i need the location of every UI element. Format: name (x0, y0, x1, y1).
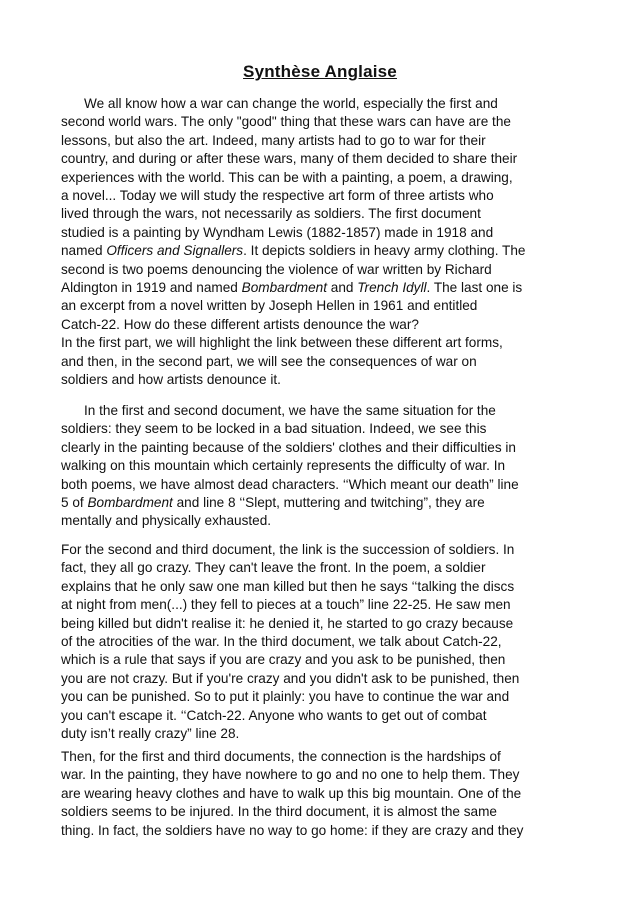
text-segment: lessons, but also the art. Indeed, many artists had to go to war for their (61, 132, 486, 148)
text-line (61, 512, 579, 530)
text-line (61, 224, 579, 242)
text-segment: soldiers seems to be injured. In the third document, it is almost the same (61, 804, 497, 820)
text-segment: are wearing heavy clothes and have to walk up this big mountain. One of the (61, 785, 522, 801)
text-line (61, 688, 579, 706)
text-line (61, 242, 579, 260)
text-line (61, 439, 579, 457)
text-segment: war. In the painting, they have nowhere to go and no one to help them. They (61, 767, 520, 783)
text-segment: country, and during or after these wars, many of them decided to share their (61, 151, 518, 167)
text-line (61, 297, 579, 315)
text-segment: clearly in the painting because of the soldiers' clothes and their difficulties in (61, 439, 516, 455)
text-segment: For the second and third document, the link is the succession of soldiers. In (61, 542, 515, 557)
text-line (61, 316, 579, 334)
text-line (61, 596, 579, 614)
text-segment: at night from men(...) they fell to pieces at a touch” line 22-25. He saw men (61, 597, 511, 613)
text-line (61, 353, 579, 371)
text-segment: . It depicts soldiers in heavy army clothing. The (243, 243, 526, 259)
text-segment: and then, in the second part, we will see the consequences of war on (61, 353, 477, 369)
paragraph-second-third-document (61, 541, 579, 743)
work-title: Officers and Signallers (106, 243, 244, 259)
text-segment: soldiers and how artists denounce it. (61, 372, 281, 388)
text-segment: Catch-22. How do these different artists denounce the war? (61, 316, 419, 332)
text-line (61, 132, 579, 150)
text-segment: an excerpt from a novel written by Joseph Hellen in 1961 and entitled (61, 298, 478, 314)
text-segment: and (327, 280, 358, 296)
text-line (61, 578, 579, 596)
text-line (61, 766, 579, 784)
text-line (61, 633, 579, 651)
work-title: Bombardment (87, 495, 173, 511)
text-segment: 5 of (61, 495, 88, 511)
text-line (61, 748, 579, 766)
text-line (61, 334, 579, 352)
text-line (61, 651, 579, 669)
work-title: Trench Idyll (357, 280, 427, 296)
paragraph-introduction (61, 95, 579, 390)
text-line (61, 725, 579, 743)
text-segment: walking on this mountain which certainly represents the difficulty of war. In (61, 458, 506, 474)
text-segment: mentally and physically exhausted. (61, 513, 272, 529)
text-line (61, 559, 579, 577)
text-segment: named (61, 243, 107, 259)
text-segment: which is a rule that says if you are crazy and you ask to be punished, then (61, 652, 506, 668)
text-line (61, 279, 579, 297)
text-line (61, 420, 579, 438)
paragraph-first-third-document (61, 748, 579, 840)
text-line (61, 371, 579, 389)
text-segment: . The last one is (426, 280, 523, 296)
text-segment: second is two poems denouncing the violence of war written by Richard (61, 261, 492, 277)
text-segment: of the atrocities of the war. In the third document, we talk about Catch-22, (61, 634, 502, 650)
text-segment: a novel... Today we will study the respective art form of three artists who (61, 188, 494, 204)
text-line (61, 541, 579, 559)
text-line (61, 670, 579, 688)
text-line (61, 205, 579, 223)
text-segment: fact, they all go crazy. They can't leave the front. In the poem, a soldier (61, 560, 486, 576)
text-segment: lived through the wars, not necessarily as soldiers. The first document (61, 206, 481, 222)
text-line (61, 615, 579, 633)
text-line (61, 785, 579, 803)
text-segment: We all know how a war can change the world, especially the first and (84, 96, 498, 111)
text-segment: In the first and second document, we have the same situation for the (84, 403, 496, 418)
text-segment: you can't escape it. ‘‘Catch-22. Anyone who wants to get out of combat (61, 707, 487, 723)
text-segment: being killed but didn't realise it: he denied it, he started to go crazy because (61, 615, 514, 631)
text-segment: second world wars. The only "good" thing that these wars can have are the (61, 114, 511, 130)
text-line (61, 822, 579, 840)
text-segment: Aldington in 1919 and named (61, 280, 242, 296)
text-segment: you are not crazy. But if you're crazy and you didn't ask to be punished, then (61, 670, 520, 686)
text-segment: you can be punished. So to put it plainly: you have to continue the war and (61, 689, 510, 705)
text-segment: explains that he only saw one man killed but then he says ‘‘talking the discs (61, 578, 515, 594)
text-line (61, 494, 579, 512)
paragraph-first-second-document (61, 402, 579, 531)
text-line (61, 402, 579, 420)
text-line (61, 150, 579, 168)
text-segment: soldiers: they seem to be locked in a bad situation. Indeed, we see this (61, 421, 487, 437)
text-line (61, 169, 579, 187)
work-title: Bombardment (241, 280, 328, 296)
text-line (61, 707, 579, 725)
text-segment: both poems, we have almost dead characters. ‘‘Which meant our death” line (61, 476, 519, 492)
text-segment: and line 8 ‘‘Slept, muttering and twitching”, they are (172, 495, 485, 511)
text-line (61, 261, 579, 279)
text-segment: In the first part, we will highlight the link between these different art forms, (61, 335, 503, 351)
text-line (61, 187, 579, 205)
text-line (61, 95, 579, 113)
page-title: Synthèse Anglaise (243, 62, 397, 81)
text-segment: studied is a painting by Wyndham Lewis (1882-1857) made in 1918 and (61, 224, 494, 240)
text-line (61, 113, 579, 131)
text-line (61, 476, 579, 494)
text-line (61, 457, 579, 475)
text-segment: thing. In fact, the soldiers have no way to go home: if they are crazy and they (61, 822, 524, 838)
text-segment: experiences with the world. This can be with a painting, a poem, a drawing, (61, 169, 513, 185)
text-segment: Then, for the first and third documents, the connection is the hardships of (61, 749, 501, 764)
text-line (61, 803, 579, 821)
text-segment: duty isn’t really crazy” line 28. (61, 726, 240, 742)
